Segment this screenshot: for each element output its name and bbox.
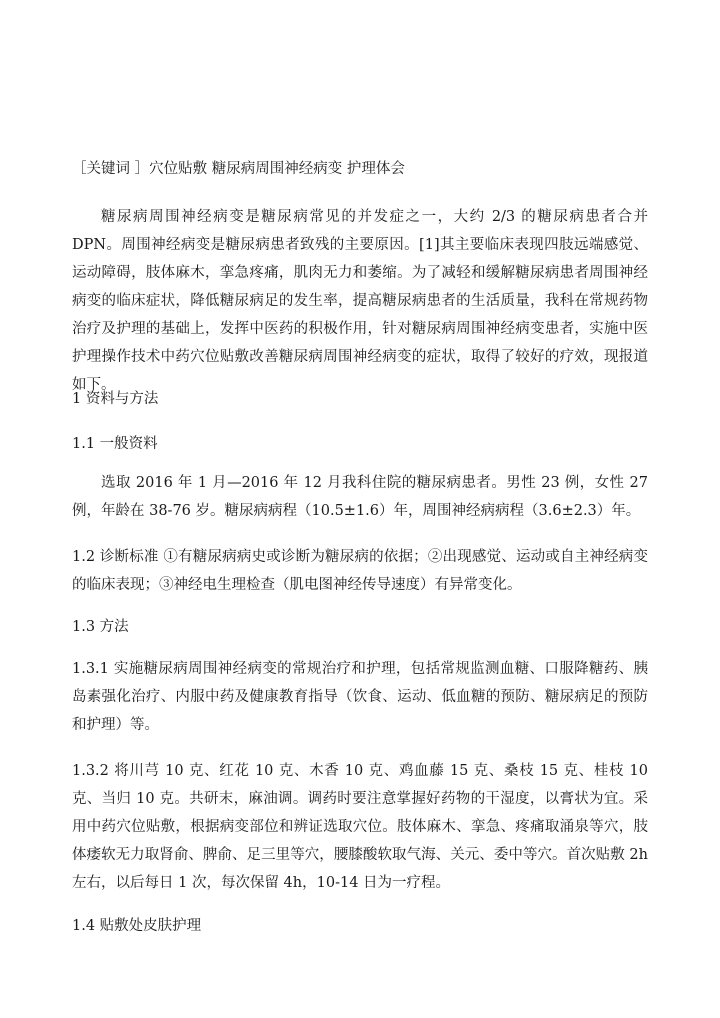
section-1-1-heading: 1.1 一般资料 — [72, 436, 158, 452]
keywords-line — [72, 155, 648, 183]
keywords-text: 穴位贴敷 糖尿病周围神经病变 护理体会 — [149, 161, 405, 177]
section-1-3-1-paragraph: 1.3.1 实施糖尿病周围神经病变的常规治疗和护理，包括常规监测血糖、口服降糖药、胰岛素强化治疗、内服中药及健康教育指导（饮食、运动、低血糖的预防、糖尿病足的预防和护理）等。 — [72, 661, 648, 733]
keywords-label: ［关键词 ］ — [72, 161, 150, 177]
section-1-4-heading: 1.4 贴敷处皮肤护理 — [72, 918, 202, 934]
section-1-2-paragraph: 1.2 诊断标准 ①有糖尿病病史或诊断为糖尿病的依据；②出现感觉、运动或自主神经病变的临床表现；③神经电生理检查（肌电图神经传导速度）有异常变化。 — [72, 549, 648, 593]
intro-paragraph: 糖尿病周围神经病变是糖尿病常见的并发症之一，大约 2/3 的糖尿病患者合并 DPN。周围神经病变是糖尿病患者致残的主要原因。[1]其主要临床表现四肢远端感觉、运动障碍，肢体麻木，挛急疼痛，肌肉无力和萎缩。为了减轻和缓解糖尿病患者周围神经病变的临床症状，降低糖尿病足的发生率，提高糖尿病患者的生活质量，我科在常规药物治疗及护理的基础上，发挥中医药的积极作用，针对糖尿病周围神经病变患者，实施中医护理操作技术中药穴位贴敷改善糖尿病周围神经病变的症状，取得了较好的疗效，现报道如下。 — [72, 209, 648, 393]
section-1-3-2-paragraph: 1.3.2 将川芎 10 克、红花 10 克、木香 10 克、鸡血藤 15 克、桑枝 15 克、桂枝 10 克、当归 10 克。共研末，麻油调。调药时要注意掌握好药物的干湿度，以膏状为宜。采用中药穴位贴敷，根据病变部位和辨证选取穴位。肢体麻木、挛急、疼痛取涌泉等穴，肢体痿软无力取肾俞、脾俞、足三里等穴，腰膝酸软取气海、关元、委中等穴。首次贴敷 2h 左右，以后每日 1 次，每次保留 4h，10-14 日为一疗程。 — [72, 763, 648, 891]
section-1-3-heading: 1.3 方法 — [72, 619, 129, 635]
section-1-heading: 1 资料与方法 — [72, 391, 159, 407]
section-1-1-paragraph: 选取 2016 年 1 月—2016 年 12 月我科住院的糖尿病患者。男性 23 例，女性 27 例，年龄在 38-76 岁。糖尿病病程（10.5±1.6）年，周围神经病病程（3.6±2.3）年。 — [72, 475, 648, 519]
